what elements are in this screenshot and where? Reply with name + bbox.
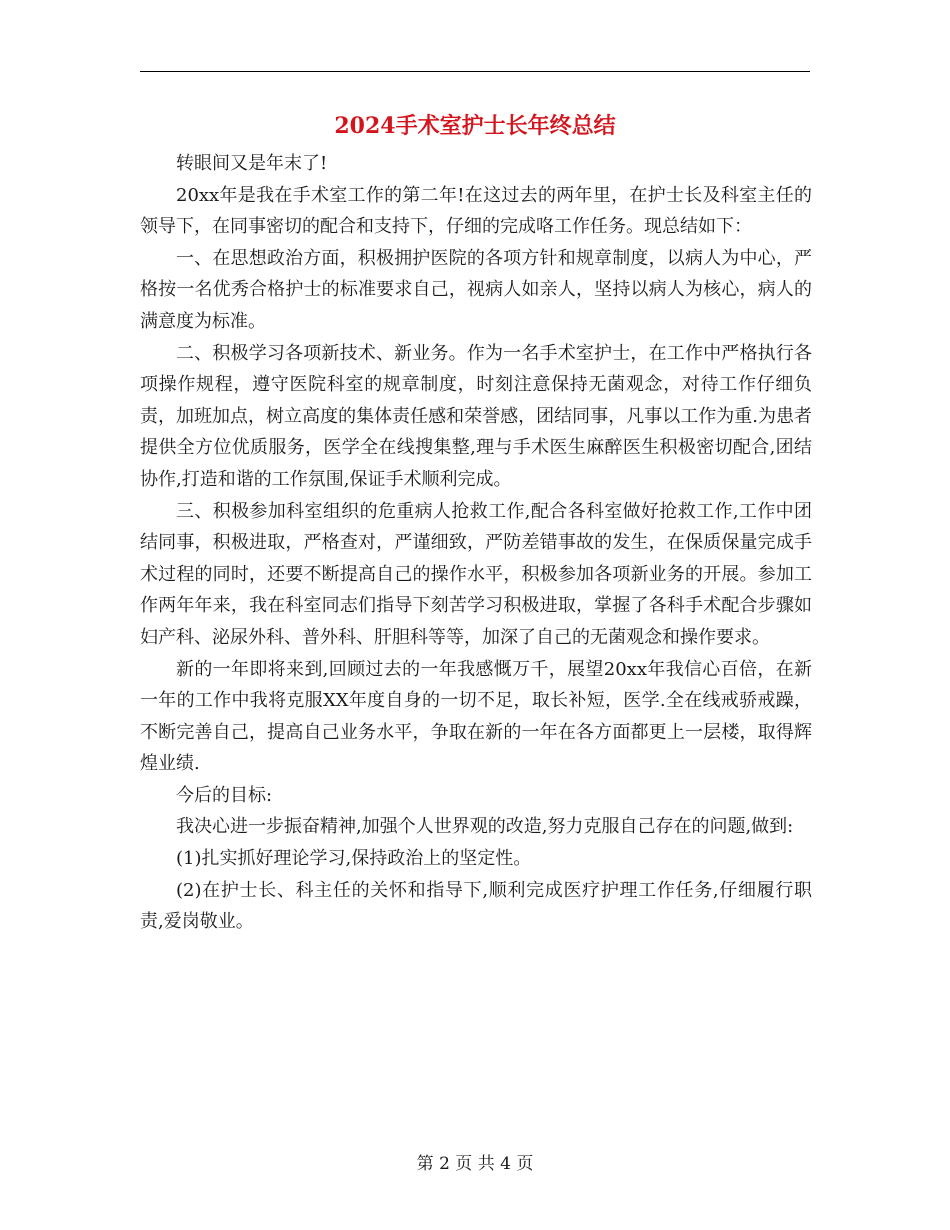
document-body: [140, 148, 812, 938]
paragraph-new-year: 新的一年即将来到,回顾过去的一年我感慨万千，展望20xx年我信心百倍，在新一年的工作中我将克服XX年度自身的一切不足，取长补短，医学.全在线戒骄戒躁，不断完善自己，提高自己业务水平，争取在新的一年在各方面都更上一层楼，取得辉煌业绩.: [140, 658, 812, 775]
paragraph-rescue: 三、积极参加科室组织的危重病人抢救工作,配合各科室做好抢救工作,工作中团结同事，积极进取，严格查对，严谨细致，严防差错事故的发生，在保质保量完成手术过程的同时，还要不断提高自己的操作水平，积极参加各项新业务的开展。参加工作两年年来，我在科室同志们指导下刻苦学习积极进取，掌握了各科手术配合步骤如妇产科、泌尿外科、普外科、肝胆科等等，加深了自己的无菌观念和操作要求。: [140, 500, 812, 648]
paragraph-political: 一、在思想政治方面，积极拥护医院的各项方针和规章制度，以病人为中心，严格按一名优秀合格护士的标准要求自己，视病人如亲人，坚持以病人为核心，病人的满意度为标准。: [140, 247, 812, 332]
paragraph-intro: 20xx年是我在手术室工作的第二年!在这过去的两年里，在护士长及科室主任的领导下，在同事密切的配合和支持下，仔细的完成咯工作任务。现总结如下：: [140, 184, 812, 238]
paragraph-goal-1: (1)扎实抓好理论学习,保持政治上的坚定性。: [176, 848, 532, 870]
page-number: 第 2 页 共 4 页: [416, 1154, 534, 1174]
document-title: 2024手术室护士长年终总结: [334, 113, 616, 139]
paragraph-goal-2: (2)在护士长、科主任的关怀和指导下,顺利完成医疗护理工作任务,仔细履行职责,爱岗敬业。: [140, 879, 812, 933]
header-rule: [140, 71, 810, 72]
paragraph-opening: 转眼间又是年末了!: [176, 153, 328, 174]
paragraph-goals-heading: 今后的目标:: [176, 784, 273, 806]
paragraph-resolve: 我决心进一步振奋精神,加强个人世界观的改造,努力克服自己存在的问题,做到:: [176, 816, 794, 838]
paragraph-learning: 二、积极学习各项新技术、新业务。作为一名手术室护士，在工作中严格执行各项操作规程，遵守医院科室的规章制度，时刻注意保持无菌观念，对待工作仔细负责，加班加点，树立高度的集体责任感和荣誉感，团结同事，凡事以工作为重.为患者提供全方位优质服务，医学全在线搜集整,理与手术医生麻醉医生积极密切配合,团结协作,打造和谐的工作氛围,保证手术顺利完成。: [140, 342, 812, 490]
